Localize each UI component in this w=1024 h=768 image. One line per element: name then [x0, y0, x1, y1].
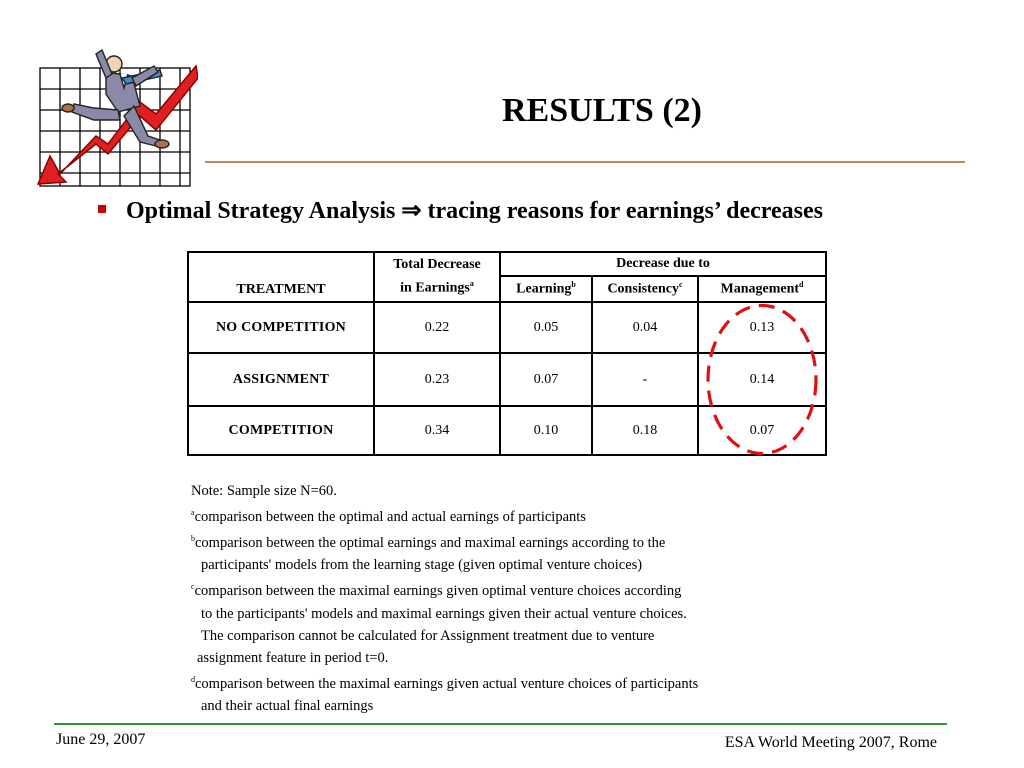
table-notes	[191, 480, 698, 717]
row-treatment: ASSIGNMENT	[188, 353, 374, 406]
note-a	[191, 502, 698, 528]
note-d-sup: d	[191, 675, 195, 685]
cell-management: 0.13	[698, 302, 826, 353]
row-treatment: NO COMPETITION	[188, 302, 374, 353]
cell-learning: 0.05	[500, 302, 592, 353]
header-total-line1: Total Decrease	[393, 257, 481, 273]
header-total-line2	[375, 279, 499, 297]
square-bullet-icon	[98, 205, 106, 213]
row-treatment: COMPETITION	[188, 406, 374, 455]
header-management-sup: d	[799, 280, 804, 290]
header-consistency	[592, 276, 698, 302]
note-c-line1: comparison between the maximal earnings given optimal venture choices according	[194, 583, 682, 600]
note-b-line2: participants' models from the learning stage (given optimal venture choices)	[201, 557, 643, 574]
cell-total: 0.22	[374, 302, 500, 353]
bullet-text: Optimal Strategy Analysis ⇒ tracing reasons for earnings’ decreases	[126, 198, 823, 224]
bullet-point	[98, 196, 823, 225]
note-c	[191, 576, 698, 602]
header-total-decrease	[374, 252, 500, 302]
note-sample-size: Note: Sample size N=60.	[191, 483, 337, 499]
cell-consistency: -	[592, 353, 698, 406]
header-consistency-label: Consistency	[607, 281, 679, 297]
header-learning	[500, 276, 592, 302]
cell-management: 0.14	[698, 353, 826, 406]
note-c-line3: The comparison cannot be calculated for Assignment treatment due to venture	[201, 627, 655, 644]
note-b-line1: comparison between the optimal earnings and maximal earnings according to the	[195, 535, 666, 552]
note-b-sup: b	[191, 534, 195, 544]
note-b	[191, 528, 698, 554]
header-treatment-label: TREATMENT	[236, 282, 326, 297]
header-management-label: Management	[720, 281, 800, 297]
header-consistency-sup: c	[679, 280, 683, 290]
note-d	[191, 669, 698, 695]
header-learning-label: Learning	[516, 281, 572, 297]
cell-total: 0.34	[374, 406, 500, 455]
cell-learning: 0.10	[500, 406, 592, 455]
note-a-text: comparison between the optimal and actual earnings of participants	[194, 509, 586, 526]
note-a-sup: a	[191, 508, 195, 518]
header-total-line2-text: in Earnings	[400, 280, 470, 296]
cell-learning: 0.07	[500, 353, 592, 406]
header-management	[698, 276, 826, 302]
management-highlight-oval	[704, 302, 820, 457]
cell-consistency: 0.04	[592, 302, 698, 353]
footer-date: June 29, 2007	[56, 731, 146, 748]
footer-event: ESA World Meeting 2007, Rome	[724, 734, 937, 751]
note-c-sup: c	[191, 582, 195, 592]
header-treatment	[188, 252, 374, 302]
title-divider	[205, 161, 965, 163]
note-d-line2: and their actual final earnings	[201, 698, 374, 715]
cell-management: 0.07	[698, 406, 826, 455]
slide-title: RESULTS (2)	[502, 92, 702, 129]
footer-divider	[54, 723, 947, 725]
header-decrease-due-to: Decrease due to	[500, 252, 826, 276]
header-total-sup: a	[469, 279, 474, 289]
cell-consistency: 0.18	[592, 406, 698, 455]
header-learning-sup: b	[571, 280, 576, 290]
note-d-line1: comparison between the maximal earnings given actual venture choices of participants	[195, 675, 699, 692]
note-c-line2: to the participants' models and maximal earnings given their actual venture choices.	[201, 605, 687, 622]
cell-total: 0.23	[374, 353, 500, 406]
note-c-line4: assignment feature in period t=0.	[197, 649, 389, 666]
